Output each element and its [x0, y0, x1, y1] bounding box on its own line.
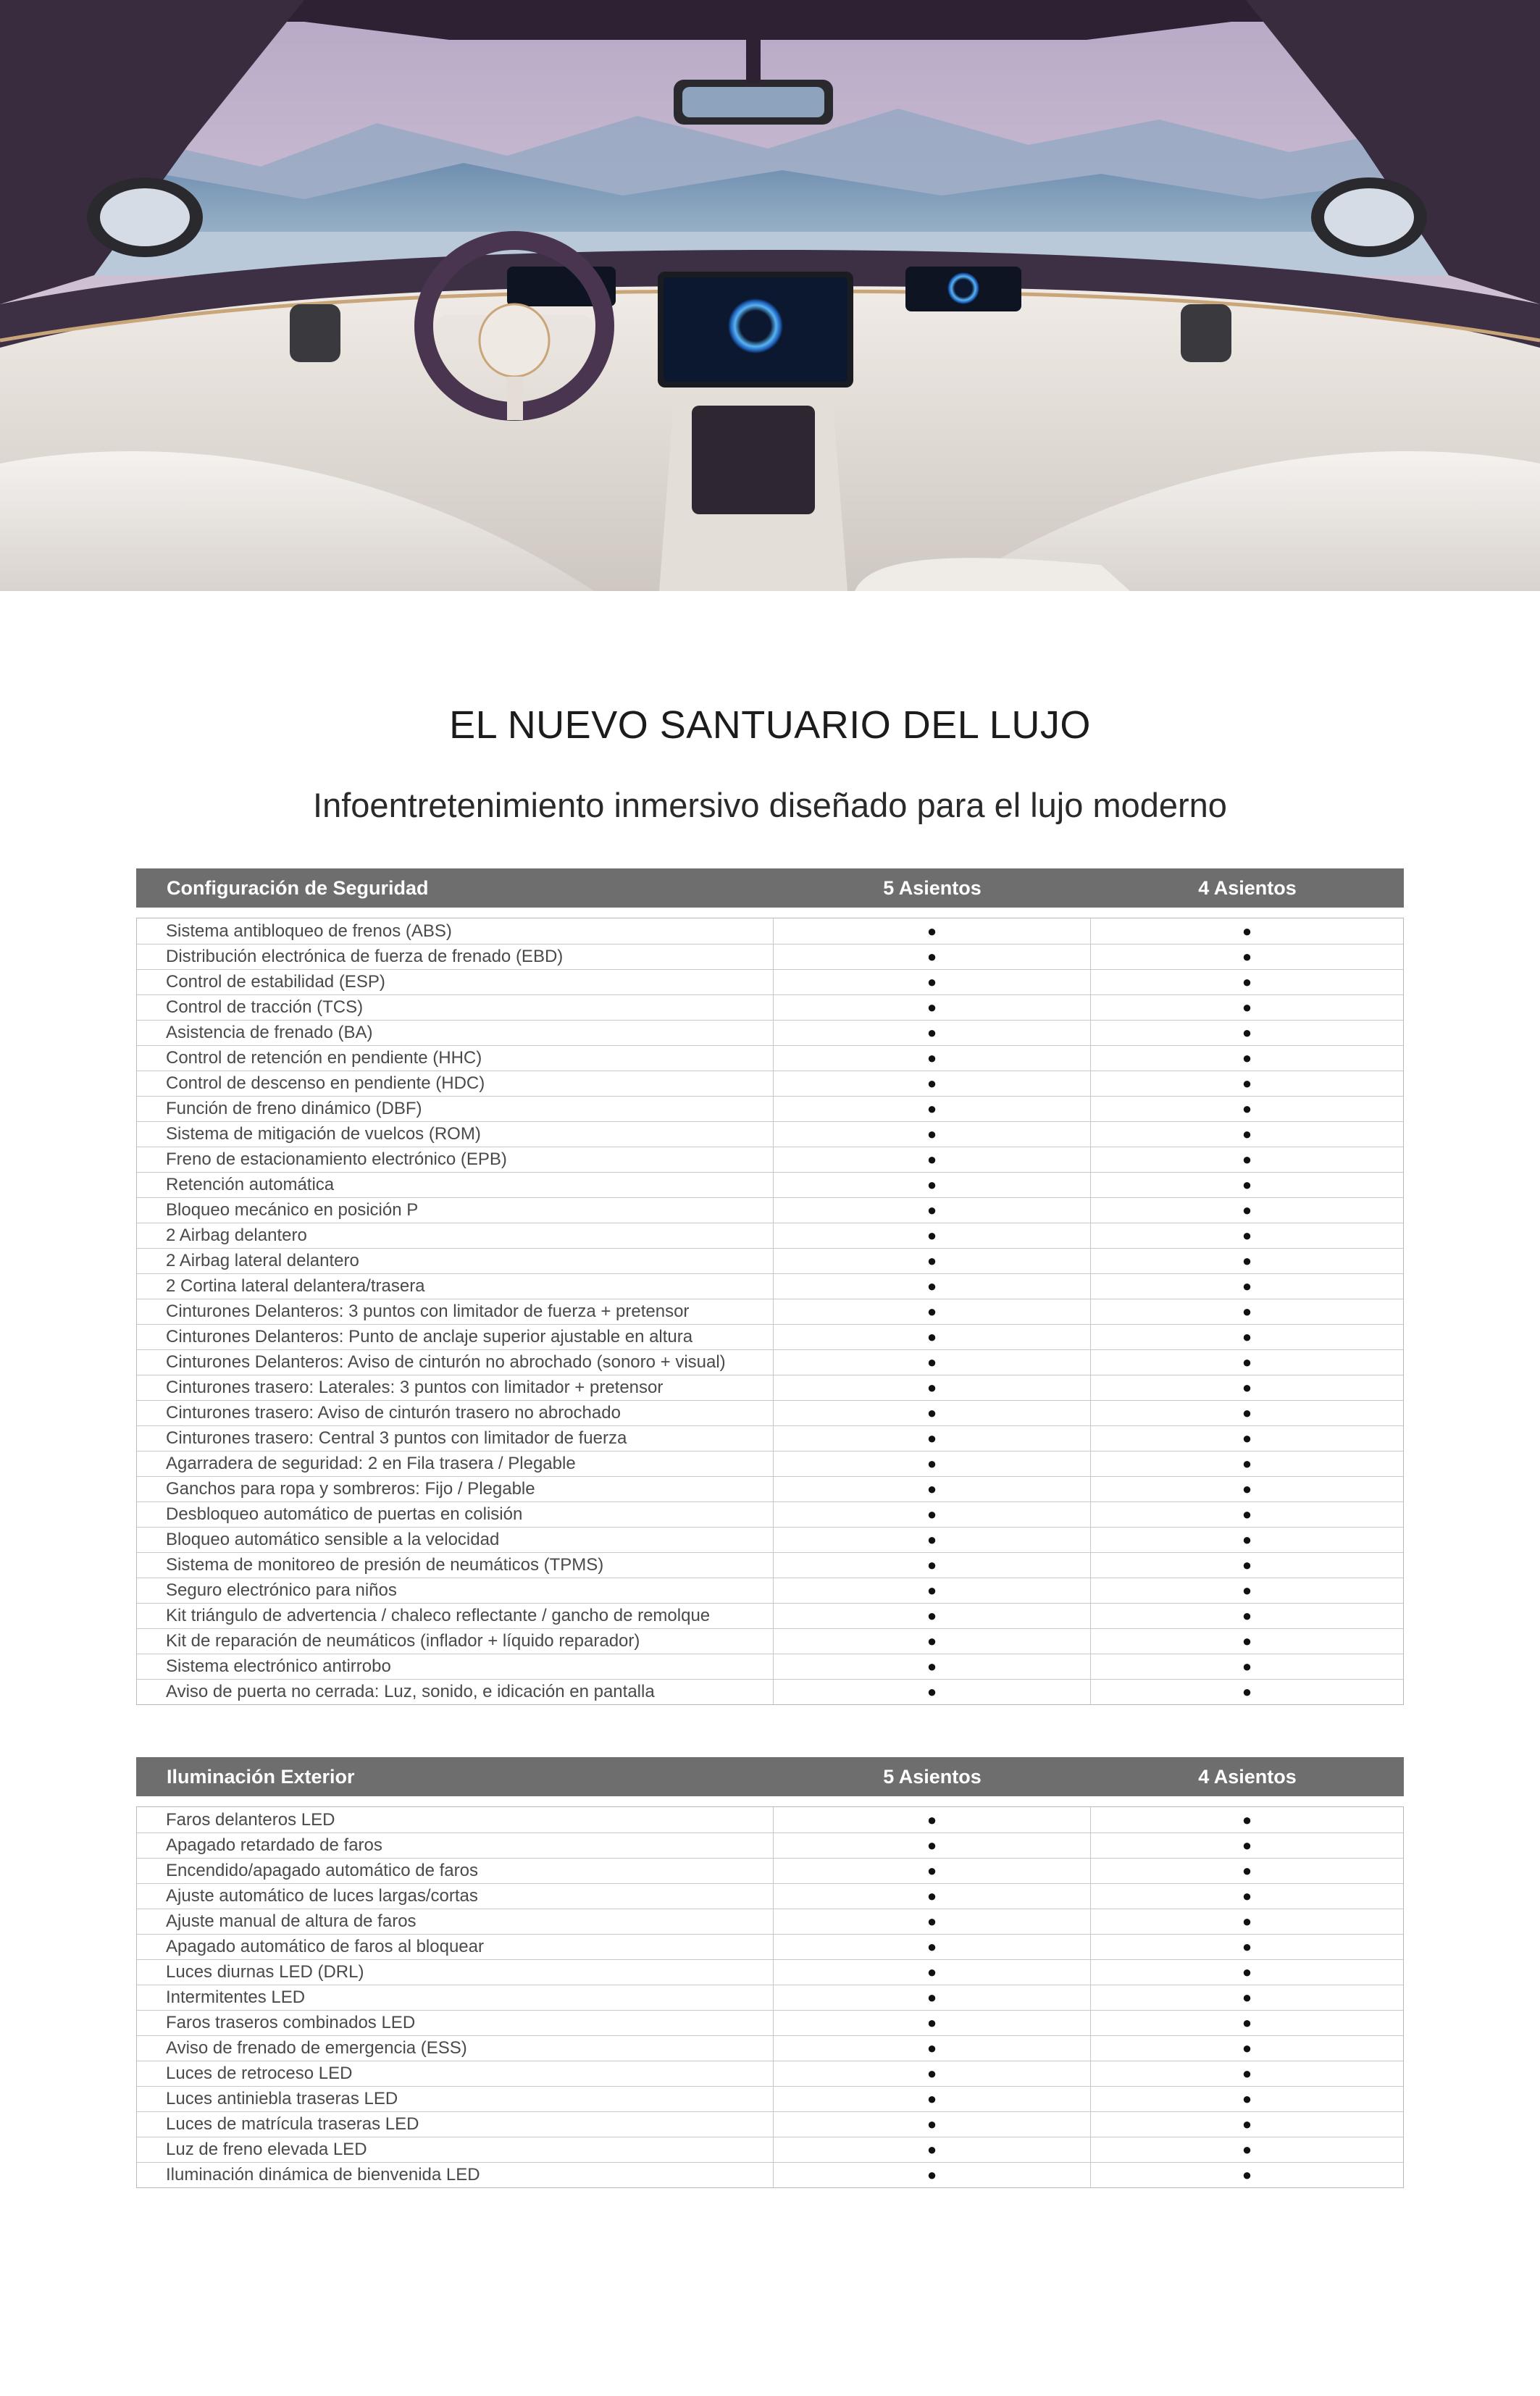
table-row	[137, 1858, 1403, 1883]
availability-mark-4-seats: ●	[1090, 1909, 1403, 1934]
table-row	[137, 1552, 1403, 1578]
availability-mark-4-seats: ●	[1090, 918, 1403, 944]
availability-mark-5-seats: ●	[773, 1249, 1090, 1273]
feature-label: Faros delanteros LED	[166, 1809, 335, 1830]
availability-mark-4-seats: ●	[1090, 2112, 1403, 2137]
availability-mark-5-seats: ●	[773, 1021, 1090, 1045]
table-row	[137, 1883, 1403, 1909]
availability-mark-4-seats: ●	[1090, 1553, 1403, 1578]
feature-label: Aviso de frenado de emergencia (ESS)	[166, 2038, 467, 2058]
table-row	[137, 1909, 1403, 1934]
table-body	[136, 1806, 1404, 2188]
table-row	[137, 2137, 1403, 2162]
availability-mark-5-seats: ●	[773, 944, 1090, 969]
table-header	[136, 868, 1404, 908]
availability-mark-4-seats: ●	[1090, 1223, 1403, 1248]
availability-mark-5-seats: ●	[773, 1935, 1090, 1959]
availability-mark-4-seats: ●	[1090, 1578, 1403, 1603]
feature-label: Ajuste manual de altura de faros	[166, 1911, 417, 1931]
table-row	[137, 2162, 1403, 2187]
availability-mark-4-seats: ●	[1090, 1325, 1403, 1349]
feature-label: Ganchos para ropa y sombreros: Fijo / Plegable	[166, 1479, 535, 1499]
availability-mark-5-seats: ●	[773, 1654, 1090, 1679]
page-subtitle: Infoentretenimiento inmersivo diseñado para el lujo moderno	[313, 786, 1227, 824]
availability-mark-4-seats: ●	[1090, 1807, 1403, 1832]
availability-mark-5-seats: ●	[773, 1173, 1090, 1197]
feature-label: Faros traseros combinados LED	[166, 2013, 416, 2032]
hero-image	[0, 0, 1540, 591]
table-row	[137, 1654, 1403, 1679]
table-row	[137, 2061, 1403, 2086]
availability-mark-5-seats: ●	[773, 1833, 1090, 1858]
availability-mark-4-seats: ●	[1090, 1249, 1403, 1273]
feature-label: Ajuste automático de luces largas/cortas	[166, 1886, 478, 1906]
availability-mark-4-seats: ●	[1090, 2087, 1403, 2111]
feature-label: Retención automática	[166, 1175, 335, 1194]
availability-mark-4-seats: ●	[1090, 1071, 1403, 1096]
availability-mark-4-seats: ●	[1090, 1502, 1403, 1527]
availability-mark-5-seats: ●	[773, 2087, 1090, 2111]
availability-mark-5-seats: ●	[773, 1807, 1090, 1832]
table-row	[137, 1476, 1403, 1501]
table-row	[137, 1501, 1403, 1527]
availability-mark-5-seats: ●	[773, 2011, 1090, 2035]
feature-label: Sistema de monitoreo de presión de neumáticos (TPMS)	[166, 1555, 604, 1575]
exterior-lighting-table	[136, 1757, 1404, 2188]
availability-mark-4-seats: ●	[1090, 1680, 1403, 1704]
table-row	[137, 1172, 1403, 1197]
feature-label: Sistema de mitigación de vuelcos (ROM)	[166, 1124, 481, 1144]
feature-label: Asistencia de frenado (BA)	[166, 1023, 373, 1042]
availability-mark-4-seats: ●	[1090, 1452, 1403, 1476]
availability-mark-5-seats: ●	[773, 1147, 1090, 1172]
availability-mark-5-seats: ●	[773, 1909, 1090, 1934]
table-body	[136, 918, 1404, 1705]
availability-mark-4-seats: ●	[1090, 2011, 1403, 2035]
availability-mark-4-seats: ●	[1090, 1426, 1403, 1451]
feature-label: Iluminación dinámica de bienvenida LED	[166, 2165, 480, 2185]
feature-label: 2 Airbag delantero	[166, 1226, 307, 1245]
availability-mark-5-seats: ●	[773, 1426, 1090, 1451]
availability-mark-4-seats: ●	[1090, 1654, 1403, 1679]
table-row	[137, 1071, 1403, 1096]
feature-label: 2 Airbag lateral delantero	[166, 1251, 359, 1270]
feature-label: Intermitentes LED	[166, 1987, 306, 2007]
availability-mark-5-seats: ●	[773, 1274, 1090, 1299]
feature-label: Kit de reparación de neumáticos (inflador + líquido reparador)	[166, 1631, 640, 1651]
availability-mark-5-seats: ●	[773, 2163, 1090, 2187]
availability-mark-4-seats: ●	[1090, 2137, 1403, 2162]
table-row	[137, 1400, 1403, 1425]
availability-mark-5-seats: ●	[773, 1629, 1090, 1654]
availability-mark-5-seats: ●	[773, 1198, 1090, 1223]
feature-label: Luces de retroceso LED	[166, 2064, 353, 2083]
availability-mark-5-seats: ●	[773, 1071, 1090, 1096]
availability-mark-4-seats: ●	[1090, 2061, 1403, 2086]
availability-mark-4-seats: ●	[1090, 1629, 1403, 1654]
availability-mark-5-seats: ●	[773, 1859, 1090, 1883]
feature-label: Control de estabilidad (ESP)	[166, 972, 385, 992]
availability-mark-5-seats: ●	[773, 1578, 1090, 1603]
table-row	[137, 1832, 1403, 1858]
feature-label: Control de tracción (TCS)	[166, 997, 364, 1017]
header-5-seats: 5 Asientos	[883, 876, 982, 899]
availability-mark-4-seats: ●	[1090, 1884, 1403, 1909]
feature-label: Freno de estacionamiento electrónico (EPB)	[166, 1149, 507, 1169]
availability-mark-4-seats: ●	[1090, 2036, 1403, 2061]
availability-mark-5-seats: ●	[773, 1325, 1090, 1349]
header-section-title: Configuración de Seguridad	[167, 876, 429, 899]
availability-mark-5-seats: ●	[773, 1223, 1090, 1248]
availability-mark-5-seats: ●	[773, 1604, 1090, 1628]
availability-mark-5-seats: ●	[773, 1985, 1090, 2010]
availability-mark-4-seats: ●	[1090, 1021, 1403, 1045]
availability-mark-5-seats: ●	[773, 1097, 1090, 1121]
table-row	[137, 918, 1403, 944]
feature-label: Sistema antibloqueo de frenos (ABS)	[166, 921, 452, 941]
header-5-seats: 5 Asientos	[883, 1765, 982, 1788]
feature-label: Kit triángulo de advertencia / chaleco reflectante / gancho de remolque	[166, 1606, 711, 1625]
feature-label: Cinturones Delanteros: Aviso de cinturón no abrochado (sonoro + visual)	[166, 1352, 726, 1372]
feature-label: Luces diurnas LED (DRL)	[166, 1962, 364, 1982]
feature-label: Bloqueo automático sensible a la velocidad	[166, 1530, 500, 1549]
availability-mark-5-seats: ●	[773, 2036, 1090, 2061]
availability-mark-5-seats: ●	[773, 1401, 1090, 1425]
feature-label: Desbloqueo automático de puertas en colisión	[166, 1504, 523, 1524]
availability-mark-4-seats: ●	[1090, 1350, 1403, 1375]
feature-label: Cinturones Delanteros: 3 puntos con limitador de fuerza + pretensor	[166, 1302, 690, 1321]
table-row	[137, 1578, 1403, 1603]
table-row	[137, 1147, 1403, 1172]
availability-mark-4-seats: ●	[1090, 944, 1403, 969]
availability-mark-4-seats: ●	[1090, 1299, 1403, 1324]
table-row	[137, 994, 1403, 1020]
feature-label: Control de descenso en pendiente (HDC)	[166, 1073, 485, 1093]
feature-label: Apagado automático de faros al bloquear	[166, 1937, 484, 1956]
availability-mark-4-seats: ●	[1090, 2163, 1403, 2187]
table-row	[137, 1959, 1403, 1985]
header-4-seats: 4 Asientos	[1198, 876, 1297, 899]
availability-mark-4-seats: ●	[1090, 1477, 1403, 1501]
availability-mark-5-seats: ●	[773, 1122, 1090, 1147]
availability-mark-5-seats: ●	[773, 1960, 1090, 1985]
table-row	[137, 1451, 1403, 1476]
page-title: EL NUEVO SANTUARIO DEL LUJO	[449, 703, 1091, 747]
table-row	[137, 1248, 1403, 1273]
feature-label: Luces antiniebla traseras LED	[166, 2089, 398, 2108]
feature-label: Apagado retardado de faros	[166, 1835, 382, 1855]
availability-mark-4-seats: ●	[1090, 970, 1403, 994]
table-row	[137, 1527, 1403, 1552]
availability-mark-5-seats: ●	[773, 1553, 1090, 1578]
availability-mark-4-seats: ●	[1090, 1604, 1403, 1628]
availability-mark-4-seats: ●	[1090, 1401, 1403, 1425]
feature-label: Cinturones trasero: Aviso de cinturón trasero no abrochado	[166, 1403, 621, 1423]
table-row	[137, 2035, 1403, 2061]
table-row	[137, 1985, 1403, 2010]
availability-mark-4-seats: ●	[1090, 1528, 1403, 1552]
feature-label: Bloqueo mecánico en posición P	[166, 1200, 419, 1220]
feature-label: Cinturones trasero: Laterales: 3 puntos con limitador + pretensor	[166, 1378, 664, 1397]
availability-mark-5-seats: ●	[773, 2137, 1090, 2162]
table-row	[137, 1375, 1403, 1400]
availability-mark-4-seats: ●	[1090, 1935, 1403, 1959]
feature-label: Luz de freno elevada LED	[166, 2140, 367, 2159]
table-row	[137, 969, 1403, 994]
availability-mark-5-seats: ●	[773, 2061, 1090, 2086]
feature-label: 2 Cortina lateral delantera/trasera	[166, 1276, 425, 1296]
availability-mark-4-seats: ●	[1090, 1046, 1403, 1071]
table-row	[137, 1934, 1403, 1959]
feature-label: Agarradera de seguridad: 2 en Fila trasera / Plegable	[166, 1454, 576, 1473]
availability-mark-4-seats: ●	[1090, 1985, 1403, 2010]
availability-mark-4-seats: ●	[1090, 1097, 1403, 1121]
feature-label: Función de freno dinámico (DBF)	[166, 1099, 422, 1118]
feature-label: Seguro electrónico para niños	[166, 1580, 397, 1600]
availability-mark-4-seats: ●	[1090, 1198, 1403, 1223]
table-row	[137, 1679, 1403, 1704]
table-row	[137, 1299, 1403, 1324]
availability-mark-5-seats: ●	[773, 918, 1090, 944]
availability-mark-4-seats: ●	[1090, 1173, 1403, 1197]
availability-mark-4-seats: ●	[1090, 1375, 1403, 1400]
availability-mark-5-seats: ●	[773, 995, 1090, 1020]
feature-label: Sistema electrónico antirrobo	[166, 1656, 391, 1676]
feature-label: Distribución electrónica de fuerza de frenado (EBD)	[166, 947, 564, 966]
availability-mark-5-seats: ●	[773, 1350, 1090, 1375]
availability-mark-5-seats: ●	[773, 1884, 1090, 1909]
table-row	[137, 2010, 1403, 2035]
availability-mark-4-seats: ●	[1090, 1147, 1403, 1172]
availability-mark-5-seats: ●	[773, 1502, 1090, 1527]
feature-label: Aviso de puerta no cerrada: Luz, sonido, e idicación en pantalla	[166, 1682, 655, 1701]
table-header	[136, 1757, 1404, 1796]
table-row	[137, 2086, 1403, 2111]
table-row	[137, 1096, 1403, 1121]
table-row	[137, 1273, 1403, 1299]
safety-config-table	[136, 868, 1404, 1705]
availability-mark-5-seats: ●	[773, 1299, 1090, 1324]
table-row	[137, 1324, 1403, 1349]
availability-mark-4-seats: ●	[1090, 1960, 1403, 1985]
availability-mark-4-seats: ●	[1090, 1274, 1403, 1299]
availability-mark-4-seats: ●	[1090, 1122, 1403, 1147]
availability-mark-4-seats: ●	[1090, 1833, 1403, 1858]
table-row	[137, 2111, 1403, 2137]
table-row	[137, 1020, 1403, 1045]
availability-mark-5-seats: ●	[773, 1528, 1090, 1552]
car-interior-photo	[0, 0, 1540, 591]
feature-label: Encendido/apagado automático de faros	[166, 1861, 478, 1880]
table-row	[137, 1121, 1403, 1147]
availability-mark-4-seats: ●	[1090, 1859, 1403, 1883]
feature-label: Luces de matrícula traseras LED	[166, 2114, 419, 2134]
table-row	[137, 1603, 1403, 1628]
header-section-title: Iluminación Exterior	[167, 1765, 355, 1788]
feature-label: Cinturones trasero: Central 3 puntos con limitador de fuerza	[166, 1428, 627, 1448]
header-4-seats: 4 Asientos	[1198, 1765, 1297, 1788]
availability-mark-5-seats: ●	[773, 1046, 1090, 1071]
table-row	[137, 1223, 1403, 1248]
availability-mark-5-seats: ●	[773, 970, 1090, 994]
availability-mark-4-seats: ●	[1090, 995, 1403, 1020]
feature-label: Cinturones Delanteros: Punto de anclaje superior ajustable en altura	[166, 1327, 693, 1346]
feature-label: Control de retención en pendiente (HHC)	[166, 1048, 482, 1068]
availability-mark-5-seats: ●	[773, 1477, 1090, 1501]
availability-mark-5-seats: ●	[773, 2112, 1090, 2137]
table-row	[137, 1197, 1403, 1223]
availability-mark-5-seats: ●	[773, 1680, 1090, 1704]
availability-mark-5-seats: ●	[773, 1375, 1090, 1400]
table-row	[137, 1349, 1403, 1375]
table-row	[137, 944, 1403, 969]
availability-mark-5-seats: ●	[773, 1452, 1090, 1476]
table-row	[137, 1045, 1403, 1071]
table-row	[137, 1425, 1403, 1451]
table-row	[137, 1628, 1403, 1654]
table-row	[137, 1807, 1403, 1832]
